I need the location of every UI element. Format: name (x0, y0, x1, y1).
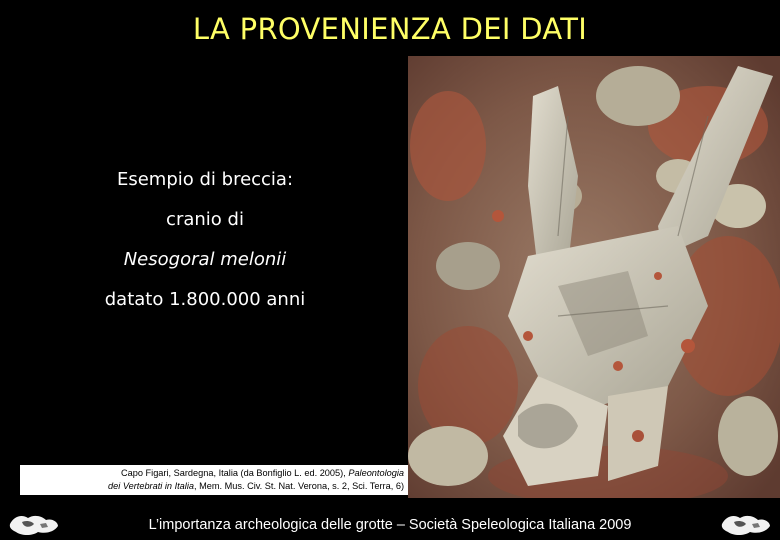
caption-text-2: , Mem. Mus. Civ. St. Nat. Verona, s. 2, Sci. Terra, 6) (193, 481, 404, 491)
description-line-1: Esempio di breccia: (116, 169, 294, 190)
slide-footer: L’importanza archeologica delle grotte – Società Speleologica Italiana 2009 (148, 517, 632, 533)
description-line-4: datato 1.800.000 anni (104, 289, 306, 310)
caption-text-1: Capo Figari, Sardegna, Italia (da Bonfiglio L. ed. 2005), (121, 468, 349, 478)
ssi-logo-icon (718, 510, 774, 538)
fossil-skull-photo (408, 56, 780, 498)
description-line-2: cranio di (166, 209, 244, 230)
caption-italic-1: Paleontologia (348, 468, 404, 478)
caption-italic-2: dei Vertebrati in Italia (108, 481, 194, 491)
slide-title: LA PROVENIENZA DEI DATI (192, 12, 588, 46)
image-description (60, 160, 350, 320)
image-caption (20, 465, 408, 495)
species-name: Nesogoral melonii (123, 249, 287, 270)
ssi-logo-icon (6, 510, 62, 538)
